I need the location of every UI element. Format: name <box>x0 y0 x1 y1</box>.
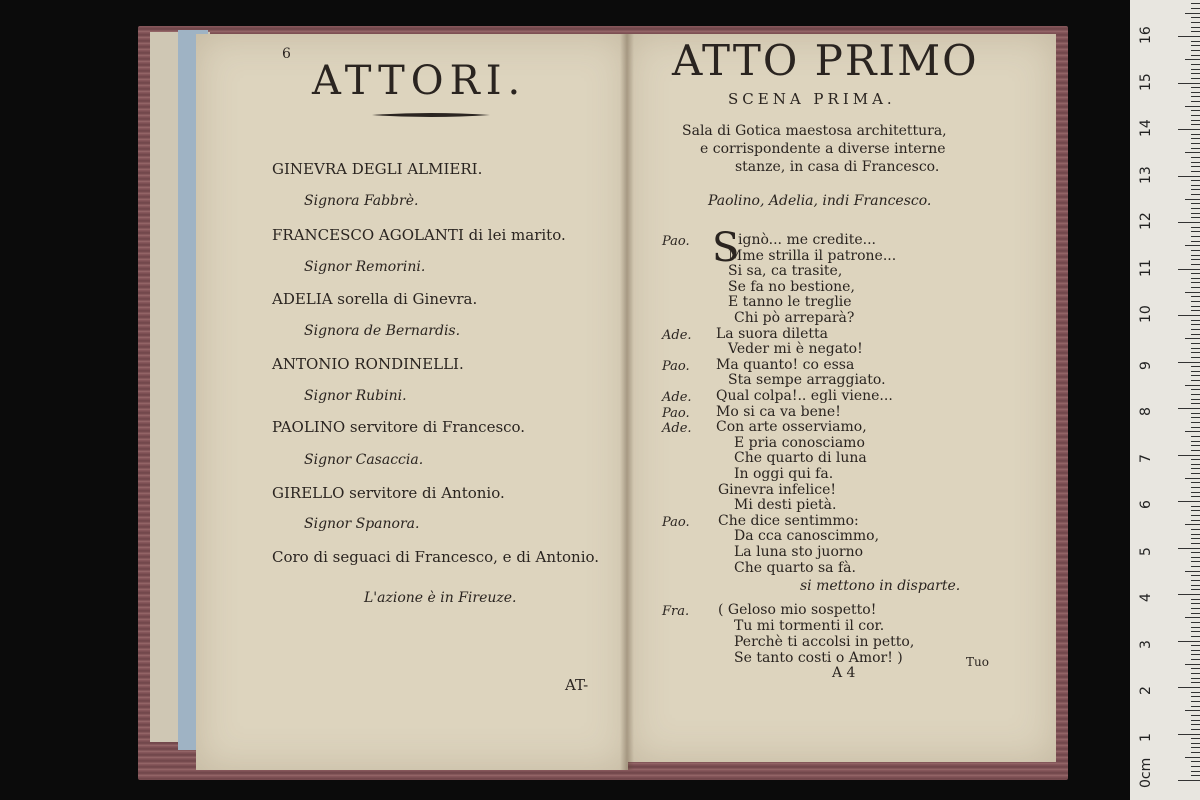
cast-singer: Signor Remorini. <box>304 259 426 275</box>
ruler-tick <box>1191 436 1200 437</box>
cast-role: FRANCESCO AGOLANTI di lei marito. <box>272 226 566 244</box>
ruler-tick <box>1185 385 1200 386</box>
ruler-tick <box>1191 510 1200 511</box>
ruler-tick <box>1191 45 1200 46</box>
setting-line: L'azione è in Fireuze. <box>364 590 517 606</box>
verse-line: Veder mi è negato! <box>728 341 863 358</box>
ruler-tick <box>1191 3 1200 4</box>
ruler-tick <box>1191 134 1200 135</box>
verse-line: In oggi qui fa. <box>734 466 834 482</box>
ruler-tick <box>1191 650 1200 651</box>
ruler-tick <box>1185 199 1200 200</box>
ornament-rule <box>372 112 490 118</box>
ruler-tick <box>1191 720 1200 721</box>
ruler-tick <box>1178 687 1200 688</box>
ruler-tick <box>1191 441 1200 442</box>
ruler-label: 15 <box>1138 72 1154 91</box>
ruler-tick <box>1191 668 1200 669</box>
ruler-tick <box>1191 282 1200 283</box>
verse-line: Se fa no bestione, <box>728 278 855 295</box>
ruler-tick <box>1191 575 1200 576</box>
ruler-tick <box>1191 468 1200 469</box>
ruler-label: 14 <box>1138 119 1154 137</box>
ruler-tick <box>1178 734 1200 735</box>
verse-line: Mme strilla il patrone... <box>728 247 897 264</box>
ruler-tick <box>1191 682 1200 683</box>
ruler-tick <box>1178 315 1200 316</box>
ruler-label: 9 <box>1138 360 1154 370</box>
ruler-label: 13 <box>1138 165 1154 184</box>
ruler-tick <box>1191 320 1200 321</box>
page-number: 6 <box>282 46 291 62</box>
scene-description-line: e corrispondente a diverse interne <box>700 141 946 157</box>
ruler-tick <box>1191 69 1200 70</box>
ruler-tick <box>1191 306 1200 307</box>
ruler-tick <box>1185 338 1200 339</box>
ruler-tick <box>1191 78 1200 79</box>
ruler-tick <box>1191 580 1200 581</box>
ruler-tick <box>1185 524 1200 525</box>
ruler-tick <box>1191 706 1200 707</box>
ruler-tick <box>1185 478 1200 479</box>
verse-line: Qual colpa!.. egli viene... <box>716 388 893 404</box>
cast-role: GIRELLO servitore di Antonio. <box>272 484 505 502</box>
verse-line: Si sa, ca trasite, <box>728 263 843 280</box>
ruler-label: 16 <box>1138 26 1154 44</box>
ruler-tick <box>1191 375 1200 376</box>
speaker-label: Pao. <box>662 234 690 249</box>
ruler-label: 5 <box>1138 546 1154 556</box>
ruler-tick <box>1178 455 1200 456</box>
ruler-tick <box>1191 227 1200 228</box>
ruler-tick <box>1191 450 1200 451</box>
ruler-tick <box>1191 259 1200 260</box>
scale-ruler <box>1130 0 1200 800</box>
verse-line: Da cca canoscimmo, <box>734 528 880 545</box>
ruler-tick <box>1191 213 1200 214</box>
verse-line: ignò... me credite... <box>738 232 876 248</box>
ruler-tick <box>1191 427 1200 428</box>
ruler-tick <box>1191 138 1200 139</box>
ruler-tick <box>1191 585 1200 586</box>
ruler-tick <box>1191 92 1200 93</box>
ruler-tick <box>1185 292 1200 293</box>
ruler-tick <box>1191 724 1200 725</box>
ruler-tick <box>1191 552 1200 553</box>
ruler-tick <box>1191 775 1200 776</box>
ruler-tick <box>1191 492 1200 493</box>
verse-line: E pria conosciamo <box>734 434 865 451</box>
catchword-right: Tuo <box>966 655 989 669</box>
ruler-tick <box>1191 203 1200 204</box>
ruler-tick <box>1178 362 1200 363</box>
act-title: ATTO PRIMO <box>672 36 979 85</box>
ruler-tick <box>1191 589 1200 590</box>
stage-direction: si mettono in disparte. <box>800 578 961 594</box>
verse-line: Sta sempe arraggiato. <box>728 372 886 389</box>
ruler-tick <box>1191 17 1200 18</box>
ruler-tick <box>1191 399 1200 400</box>
ruler-tick <box>1191 264 1200 265</box>
ruler-tick <box>1191 459 1200 460</box>
cast-role: ADELIA sorella di Ginevra. <box>272 290 478 308</box>
ruler-tick <box>1178 222 1200 223</box>
ruler-tick <box>1191 31 1200 32</box>
ruler-tick <box>1191 496 1200 497</box>
ruler-tick <box>1191 348 1200 349</box>
verse-line: Che quarto sa fà. <box>734 559 856 576</box>
verse-line: Se tanto costi o Amor! ) <box>734 650 903 666</box>
initial-letter: S <box>712 225 740 271</box>
ruler-tick <box>1191 520 1200 521</box>
ruler-tick <box>1191 120 1200 121</box>
ruler-tick <box>1191 422 1200 423</box>
ruler-tick <box>1191 482 1200 483</box>
ruler-tick <box>1178 176 1200 177</box>
cast-singer: Signor Casaccia. <box>304 452 424 468</box>
signature-mark: A 4 <box>832 665 856 681</box>
ruler-label: 11 <box>1138 258 1154 277</box>
ruler-tick <box>1185 245 1200 246</box>
speaker-label: Ade. <box>662 390 692 405</box>
ruler-tick <box>1191 701 1200 702</box>
ruler-tick <box>1185 59 1200 60</box>
ruler-tick <box>1191 747 1200 748</box>
ruler-tick <box>1185 710 1200 711</box>
chorus-line: Coro di seguaci di Francesco, e di Antonio. <box>272 548 600 566</box>
ruler-tick <box>1191 766 1200 767</box>
ruler-label: 4 <box>1138 593 1154 602</box>
ruler-tick <box>1191 73 1200 74</box>
ruler-tick <box>1191 659 1200 660</box>
verse-line: Mi desti pietà. <box>734 497 837 514</box>
ruler-label: 3 <box>1138 639 1154 649</box>
scene-description-line: stanze, in casa di Francesco. <box>735 159 940 175</box>
ruler-tick <box>1178 548 1200 549</box>
ruler-tick <box>1191 217 1200 218</box>
ruler-tick <box>1191 171 1200 172</box>
ruler-tick <box>1191 236 1200 237</box>
ruler-tick <box>1191 110 1200 111</box>
ruler-tick <box>1191 343 1200 344</box>
ruler-tick <box>1178 594 1200 595</box>
ruler-tick <box>1185 13 1200 14</box>
verse-line: Che quarto di luna <box>734 450 867 467</box>
ruler-tick <box>1191 538 1200 539</box>
ruler-tick <box>1191 250 1200 251</box>
ruler-tick <box>1191 622 1200 623</box>
ruler-tick <box>1191 380 1200 381</box>
verse-line: Ginevra infelice! <box>718 481 837 498</box>
ruler-tick <box>1191 561 1200 562</box>
verse-line: Ma quanto! co essa <box>716 356 855 373</box>
ruler-tick <box>1191 752 1200 753</box>
ruler-tick <box>1191 287 1200 288</box>
ruler-tick <box>1191 473 1200 474</box>
ruler-tick <box>1191 329 1200 330</box>
ruler-tick <box>1191 208 1200 209</box>
speaker-label: Ade. <box>662 327 692 343</box>
ruler-label: 8 <box>1138 407 1154 416</box>
cast-role: GINEVRA DEGLI ALMIERI. <box>272 160 483 178</box>
ruler-tick <box>1191 310 1200 311</box>
verse-line: Tu mi tormenti il cor. <box>734 618 885 634</box>
ruler-tick <box>1178 641 1200 642</box>
ruler-tick <box>1185 617 1200 618</box>
ruler-tick <box>1191 185 1200 186</box>
ruler-tick <box>1191 599 1200 600</box>
ruler-tick <box>1191 352 1200 353</box>
ruler-tick <box>1191 296 1200 297</box>
ruler-tick <box>1191 194 1200 195</box>
scene-description-line: Sala di Gotica maestosa architettura, <box>682 123 947 139</box>
ruler-tick <box>1191 645 1200 646</box>
ruler-tick <box>1185 664 1200 665</box>
ruler-tick <box>1191 464 1200 465</box>
ruler-tick <box>1191 413 1200 414</box>
ruler-tick <box>1191 761 1200 762</box>
ruler-tick <box>1191 115 1200 116</box>
cast-singer: Signor Spanora. <box>304 516 420 532</box>
ruler-tick <box>1191 543 1200 544</box>
speaker-label: Fra. <box>662 604 690 619</box>
ruler-tick <box>1191 8 1200 9</box>
ruler-tick <box>1191 50 1200 51</box>
ruler-tick <box>1191 394 1200 395</box>
ruler-tick <box>1191 506 1200 507</box>
verse-line: Chi pò arreparà? <box>734 310 855 326</box>
ruler-tick <box>1191 534 1200 535</box>
verse-line: E tanno le treglie <box>728 294 852 311</box>
verse-line: Mo si ca va bene! <box>716 403 841 420</box>
ruler-tick <box>1191 445 1200 446</box>
ruler-tick <box>1191 715 1200 716</box>
ruler-tick <box>1191 678 1200 679</box>
ruler-tick <box>1191 189 1200 190</box>
ruler-tick <box>1185 152 1200 153</box>
left-page <box>196 34 628 770</box>
speaker-label: Ade. <box>662 421 692 437</box>
verse-line: Perchè ti accolsi in petto, <box>734 634 915 650</box>
verse-line: La luna sto juorno <box>734 544 864 560</box>
ruler-tick <box>1191 696 1200 697</box>
ruler-tick <box>1185 757 1200 758</box>
ruler-tick <box>1191 529 1200 530</box>
ruler-tick <box>1191 87 1200 88</box>
ruler-tick <box>1178 83 1200 84</box>
ruler-tick <box>1191 231 1200 232</box>
scene-characters: Paolino, Adelia, indi Francesco. <box>708 193 932 209</box>
ruler-tick <box>1178 780 1200 781</box>
ruler-label: 10 <box>1138 305 1154 323</box>
book-spine <box>620 34 634 770</box>
ruler-label: 12 <box>1138 212 1154 230</box>
speaker-label: Pao. <box>662 514 690 530</box>
ruler-tick <box>1191 603 1200 604</box>
ruler-tick <box>1191 64 1200 65</box>
ruler-tick <box>1185 571 1200 572</box>
ruler-tick <box>1191 101 1200 102</box>
ruler-tick <box>1191 673 1200 674</box>
catchword-left: AT- <box>565 676 589 694</box>
ruler-tick <box>1191 417 1200 418</box>
ruler-tick <box>1178 269 1200 270</box>
ruler-tick <box>1191 403 1200 404</box>
ruler-tick <box>1191 27 1200 28</box>
ruler-tick <box>1191 557 1200 558</box>
ruler-tick <box>1191 273 1200 274</box>
cast-singer: Signora Fabbrè. <box>304 193 419 209</box>
ruler-tick <box>1191 771 1200 772</box>
cast-singer: Signora de Bernardis. <box>304 323 461 339</box>
ruler-tick <box>1191 148 1200 149</box>
ruler-label: 6 <box>1138 500 1154 509</box>
ruler-tick <box>1191 692 1200 693</box>
ruler-label: 2 <box>1138 686 1154 695</box>
ruler-label: 0cm <box>1138 757 1154 788</box>
ruler-tick <box>1191 654 1200 655</box>
ruler-tick <box>1191 180 1200 181</box>
ruler-tick <box>1191 301 1200 302</box>
ruler-tick <box>1191 41 1200 42</box>
ruler-tick <box>1191 22 1200 23</box>
ruler-tick <box>1191 55 1200 56</box>
ruler-tick <box>1178 408 1200 409</box>
ruler-tick <box>1178 501 1200 502</box>
ruler-tick <box>1185 106 1200 107</box>
ruler-label: 1 <box>1138 732 1154 742</box>
ruler-tick <box>1191 738 1200 739</box>
ruler-tick <box>1191 487 1200 488</box>
ruler-tick <box>1191 143 1200 144</box>
scene-title: SCENA PRIMA. <box>728 90 896 108</box>
ruler-tick <box>1191 324 1200 325</box>
cast-role: ANTONIO RONDINELLI. <box>272 355 464 373</box>
ruler-tick <box>1191 389 1200 390</box>
ruler-tick <box>1191 743 1200 744</box>
ruler-tick <box>1191 636 1200 637</box>
ruler-tick <box>1191 729 1200 730</box>
ruler-tick <box>1191 166 1200 167</box>
ruler-tick <box>1191 613 1200 614</box>
cast-title: ATTORI. <box>312 58 527 104</box>
ruler-tick <box>1191 515 1200 516</box>
ruler-tick <box>1191 162 1200 163</box>
cast-singer: Signor Rubini. <box>304 388 407 404</box>
ruler-tick <box>1191 631 1200 632</box>
ruler-tick <box>1191 334 1200 335</box>
ruler-tick <box>1191 608 1200 609</box>
ruler-tick <box>1191 96 1200 97</box>
ruler-tick <box>1191 357 1200 358</box>
speaker-label: Pao. <box>662 358 690 374</box>
speaker-label: Pao. <box>662 405 690 421</box>
ruler-tick <box>1191 278 1200 279</box>
ruler-tick <box>1191 371 1200 372</box>
ruler-tick <box>1191 366 1200 367</box>
ruler-tick <box>1185 431 1200 432</box>
ruler-tick <box>1191 241 1200 242</box>
cast-role: PAOLINO servitore di Francesco. <box>272 418 526 436</box>
verse-line: ( Geloso mio sospetto! <box>718 602 877 618</box>
ruler-label: 7 <box>1138 453 1154 463</box>
verse-line: La suora diletta <box>716 325 829 342</box>
ruler-tick <box>1178 36 1200 37</box>
ruler-tick <box>1191 627 1200 628</box>
ruler-tick <box>1191 157 1200 158</box>
ruler-tick <box>1191 255 1200 256</box>
ruler-tick <box>1178 129 1200 130</box>
verse-line: Che dice sentimmo: <box>718 512 859 529</box>
ruler-tick <box>1191 566 1200 567</box>
verse-line: Con arte osserviamo, <box>716 419 867 436</box>
ruler-tick <box>1191 124 1200 125</box>
